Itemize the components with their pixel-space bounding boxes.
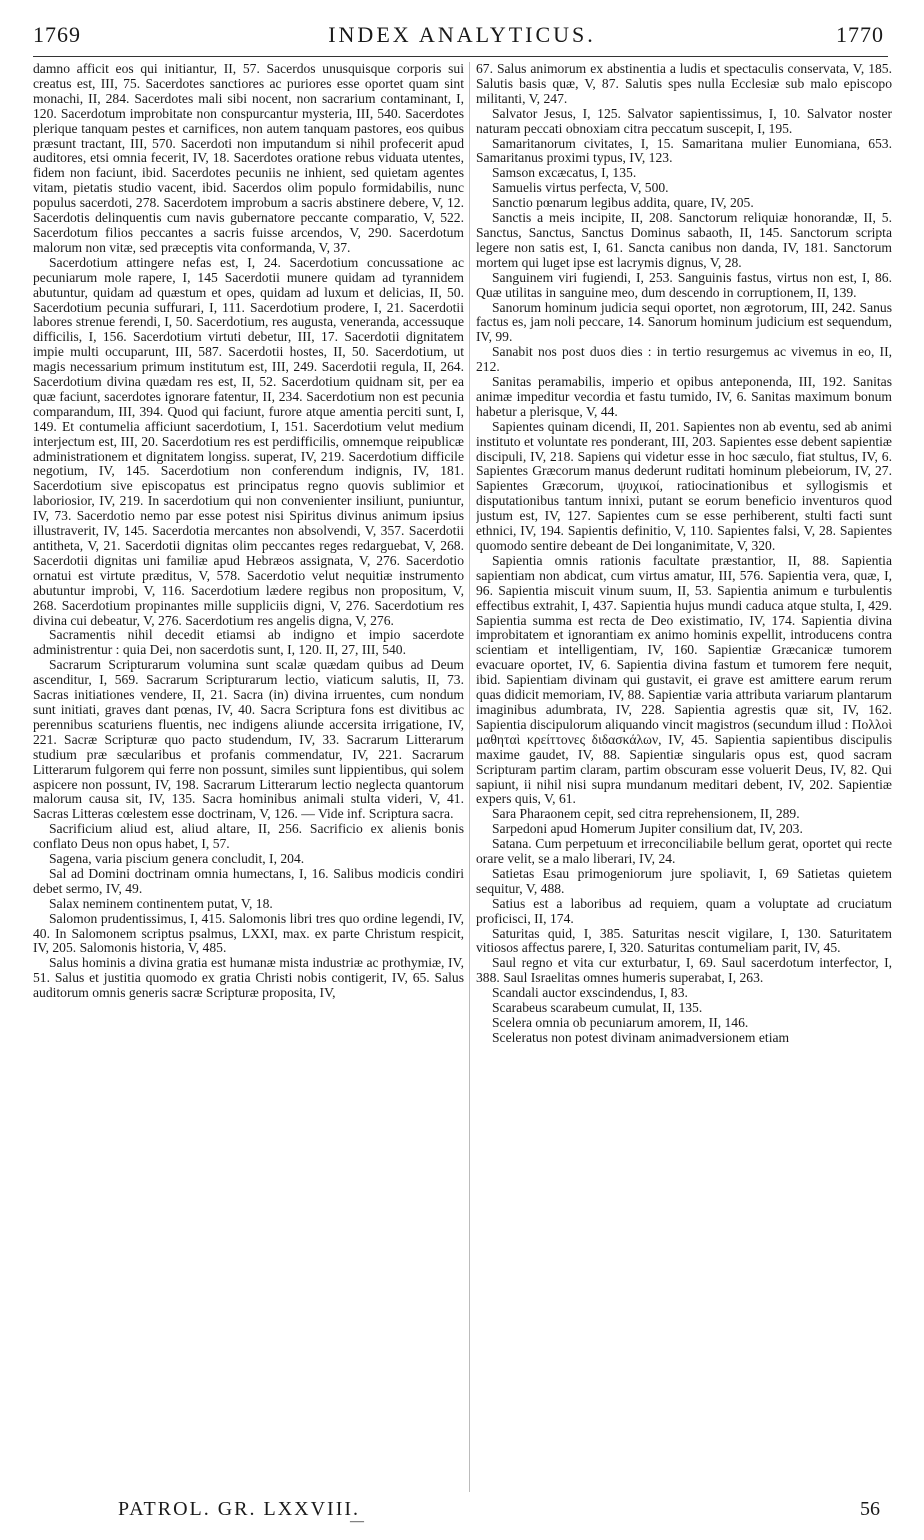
index-entry: Salax neminem continentem putat, V, 18. (49, 895, 273, 911)
page-number-right: 1770 (836, 22, 884, 47)
sheet-number: 56 (860, 1498, 880, 1520)
index-entry: Sanctis a meis incipite, II, 208. Sanctorum reliquiæ honorandæ, II, 5. Sanctus, Sanctus, Sanctus Dominus sabaoth, II, 145. Sanctorum scripta legere non satis est, I, 61. Sancta canibus non danda, IV, 181. Sanctorum mortem qui luget ipse est lacrymis dignus, V, 28. (476, 210, 892, 270)
index-entry: Sal ad Domini doctrinam omnia humectans, I, 16. Salibus modicis condiri debet sermo, IV, 49. (33, 865, 464, 896)
index-entry: Satius est a laboribus ad requiem, quam a voluptate ad cruciatum proficisci, II, 174. (476, 895, 892, 926)
index-entry: Sacrificium aliud est, aliud altare, II, 256. Sacrificio ex alienis bonis conflato Deus non opus habet, I, 57. (33, 821, 464, 852)
index-entry: Saul regno et vita cur exturbatur, I, 69. Saul sacerdotum interfector, I, 388. Saul Israelitas omnes humeris superabat, I, 263. (476, 955, 892, 986)
right-column (476, 62, 892, 1492)
index-entry: Salus hominis a divina gratia est humanæ mista industriæ ac prothymiæ, IV, 51. Salus et justitia quomodo ex gratia Christi nobis contigerit, IV, 65. Salus auditorum omnis generis sacræ Scripturæ proposita, IV, (33, 955, 464, 1001)
index-entry: damno afficit eos qui initiantur, II, 57. Sacerdos unusquisque corporis sui creatus est, III, 75. Sacerdotes sanctiores ac puriores esse oportet quam sint monachi, II, 284. Sacerdotes mali sibi nocent, non sacrarium contaminant, I, 120. Sacerdotum improbitate non conspurcantur mysteria, III, 540. Sacerdotes plerique tanquam pestes et carnifices, non autem tanquam pastores, eos quibus præsunt tractant, III, 570. Sacerdoti non imputandum si nihil profecerit apud auditores, etsi omnia fecerit, IV, 18. Sacerdotes oratione rebus viduata utentes, fidem non faciunt, ibid. Sacerdotes pecuniis ne inhient, sed quietam agentes vitam, pietatis studio vacent, ibid. Sacerdos olim populo formidabilis, nunc populus sacerdoti, 278. Sacerdotem improbum a sacris abstinere debere, V, 12. Sacerdotis delinquentis cum navis gubernatore peccante comparatio, V, 522. Sacerdotum filios peccantes a sacris fuisse arcendos, V, 290. Sacerdotum malorum non vitæ, sed præceptis vita conformanda, V, 37. (33, 62, 464, 255)
index-entry: Sanitas peramabilis, imperio et opibus anteponenda, III, 192. Sanitas animæ impeditur vecordia et fastu tumido, IV, 6. Sanitas maximum bonum habetur a plerisque, V, 44. (476, 374, 892, 419)
index-entry: Sacramentis nihil decedit etiamsi ab indigno et impio sacerdote administrentur : quia Dei, non sacerdotis sunt, I, 120. II, 27, III, 540. (33, 627, 464, 658)
page-number-left: 1769 (33, 22, 81, 47)
index-entry: 67. Salus animorum ex abstinentia a ludis et spectaculis conservata, V, 185. Salutis basis quæ, V, 87. Salutis spes nulla Ecclesiæ sub malo episcopo militanti, V, 247. (476, 62, 892, 106)
index-entry: Sapientia omnis rationis facultate præstantior, II, 88. Sapientia sapientiam non abdicat, cum virtus amatur, III, 576. Sapientia vera, quæ, I, 96. Sapientia miscuit vinum suum, II, 53. Sapientia animum e turbulentis effectibus extrahit, I, 437. Sapientia hujus mundi caduca atque stulta, I, 429. Sapientia summa est recta de Deo existimatio, IV, 174. Sapientia divina improbitatem et ignorantiam ex animo hominis expellit, introducens contra scientiam et intelligentiam, IV, 160. Sapientiæ Græcanicæ tumorem evacuare oportet, IV, 6. Sapientia divina fastum et tumorem fere nequit, ibid. Sapientiam divinam qui gustavit, ei grave est amittere earum rerum quas didicit memoriam, IV, 88. Sapientiæ varia attributa variarum plantarum imaginibus adumbrata, IV, 228. Sapientia agrestis quæ sit, IV, 162. Sapientia discipulorum aliquando vincit magistros (secundum illud : Πολλοὶ μαθηταὶ κρείττονες διδασκάλων, IV, 45. Sapientia sapientibus discipulis maxime gaudet, IV, 88. Sapientiæ singularis opus est, quod sacram Scripturam partim claram, partim obscuram esse voluerit Deus, IV, 82. Qui sapiunt, ii nihil nisi supra mundanum meditari debent, IV, 202. Sapientiæ expers quis, V, 61. (476, 552, 892, 807)
index-entry: Samuelis virtus perfecta, V, 500. (492, 180, 669, 196)
index-entry: Sceleratus non potest divinam animadversionem etiam (492, 1029, 790, 1045)
index-entry: Salomon prudentissimus, I, 415. Salomonis libri tres quo ordine legendi, IV, 40. In Salomonem scriptus psalmus, LXXI, max. ex parte Christum respicit, IV, 205. Salomonis historia, V, 485. (33, 910, 464, 956)
header-rule (33, 56, 888, 57)
index-entry: Samson excæcatus, I, 135. (492, 165, 637, 181)
index-entry: Scelera omnia ob pecuniarum amorem, II, 146. (492, 1015, 749, 1030)
index-entry: Sanabit nos post duos dies : in tertio resurgemus ac vivemus in eo, II, 212. (476, 344, 892, 375)
index-entry: Sarpedoni apud Homerum Jupiter consilium dat, IV, 203. (492, 821, 803, 837)
index-entry: Sacrarum Scripturarum volumina sunt scalæ quædam quibus ad Deum ascenditur, I, 569. Sacrarum Scripturarum lectio, viaticum salutis, II, 73. Sacras initiationes vendere, II, 21. Sacra (in) divina irruentes, cum nondum sunt initiati, graves dant pœnas, IV, 40. Sacra Scriptura fons est divitibus ac perennibus scaturiens fluentis, nec indigens aliunde accersita irrigatione, IV, 221. Sacræ Scripturæ quo pacto studendum, IV, 33. Sacrarum Litterarum studium præ sæcularibus et profanis commendatur, IV, 221. Sacrarum Litterarum fulgorem qui ferre non possunt, similes sunt lippientibus, qui solem aspicere non possunt, IV, 198. Sacrarum Litterarum lectio neglecta quantorum malorum causa sit, IV, 135. Sacra hominibus animali stulta videri, V, 41. Sacras Litteras cœlestem esse doctrinam, V, 126. — Vide inf. Scriptura sacra. (33, 657, 464, 822)
index-entry: Sanorum hominum judicia sequi oportet, non ægrotorum, III, 242. Sanus factus es, jam noli peccare, 14. Sanorum hominum judicium est sequendum, IV, 99. (476, 299, 892, 345)
index-entry: Sara Pharaonem cepit, sed citra reprehensionem, II, 289. (492, 806, 800, 822)
footer-mark: — (350, 1514, 366, 1529)
index-entry: Salvator Jesus, I, 125. Salvator sapientissimus, I, 10. Salvator noster naturam peccati obnoxiam citra peccatum suscepit, I, 195. (476, 105, 892, 136)
index-entry: Sapientes quinam dicendi, II, 201. Sapientes non ab eventu, sed ab animi instituto et voluntate res ponderant, III, 203. Sapientes esse debent sapientiæ discipuli, IV, 218. Sapiens qui videtur esse in hoc sæculo, fiat stultus, IV, 6. Sapientes Græcorum manus dederunt ruditati hominum plebeiorum, IV, 27. Sapientes Græcorum, ψυχικοί, ratiocinationibus et syllogismis et disputationibus tantum innixi, putant se eorum beneficio inventuros quod justum est, IV, 127. Sapientes cum se esse perhiberent, stulti facti sunt ethnici, IV, 194. Sapientis definitio, V, 110. Sapientes falsi, V, 28. Sapientes quomodo sentire debeant de Dei longanimitate, V, 320. (476, 418, 892, 553)
index-entry: Scarabeus scarabeum cumulat, II, 135. (492, 1000, 703, 1016)
series-signature: PATROL. GR. LXXVIII. (118, 1498, 361, 1520)
index-entry: Saturitas quid, I, 385. Saturitas nescit vigilare, I, 130. Saturitatem vitiosos affectus parere, I, 320. Saturitas contumeliam parit, IV, 45. (476, 925, 892, 956)
index-entry: Sagena, varia piscium genera concludit, I, 204. (49, 851, 305, 867)
column-divider (469, 62, 470, 1492)
index-entry: Scandali auctor exscindendus, I, 83. (492, 985, 688, 1001)
index-entry: Samaritanorum civitates, I, 15. Samaritana mulier Eunomiana, 653. Samaritanus proximi typus, IV, 123. (476, 135, 892, 166)
index-entry: Satietas Esau primogeniorum jure spoliavit, I, 69 Satietas quietem sequitur, V, 488. (476, 865, 892, 896)
index-entry: Satana. Cum perpetuum et irreconciliabile bellum gerat, oportet qui recte orare velit, se a malo liberari, IV, 24. (476, 836, 892, 867)
index-entry: Sacerdotium attingere nefas est, I, 24. Sacerdotium concussatione ac pecuniarum mole rapere, I, 145 Sacerdotii munere quidam ad tyrannidem abutuntur, quidam ad quæstum et opes, quidam ad luxum et delicias, II, 50. Sacerdotium pecunia suffurari, I, 111. Sacerdotium prodere, I, 21. Sacerdotii labores strenue ferendi, I, 50. Sacerdotium, res augusta, veneranda, accessuque difficilis, I, 156. Sacerdotium virtuti debetur, III, 17. Sacerdotii dignitatem impie multi occuparunt, III, 587. Sacerdotii hostes, II, 50. Sacerdotium, ut magis necessarium primum institutum est, III, 249. Sacerdotii regula, II, 264. Sacerdotium divina quædam res est, II, 52. Sacerdotium quidnam sit, per ea quæ faciunt, sacerdotes ignorare fatentur, II, 234. Sacerdotium non est pecunia comparandum, III, 394. Quod qui faciunt, furore atque amentia perciti sunt, I, 149. Et contumelia afficiunt sacerdotium, I, 151. Sacerdotium velut medium interjectum est, III, 20. Sacerdotium res est perdifficilis, omnemque reipublicæ administrationem et dignitatem longiss. superat, IV, 219. Sacerdotium difficile negotium, IV, 145. Sacerdotium non conferendum indignis, IV, 181. Sacerdotium sive episcopatus est principatus regno quovis sublimior et laboriosior, IV, 219. In sacerdotium qui non convenienter insiliunt, puniuntur, IV, 73. Sacerdotio nemo par esse potest nisi Spiritus divinus animum ipsius illustraverit, IV, 145. Sacerdotia mercantes non absolvendi, V, 357. Sacerdotii antitheta, V, 21. Sacerdotii dignitas olim peccantes reges redarguebat, V, 268. Sacerdotii dignitas uni familiæ apud Hebræos assignata, V, 276. Sacerdotio ornatui est virtute præditus, V, 578. Sacerdotio velut nequitiæ instrumento abutuntur improbi, V, 116. Sacerdotium lædere regibus non propositum, V, 268. Sacerdotium propinantes mille suppliciis digni, V, 276. Sacerdotium res divina cui debeatur, V, 276. Sacerdotium res angelis digna, V, 276. (33, 254, 464, 628)
running-title: INDEX ANALYTICUS. (328, 22, 596, 47)
index-entry: Sanguinem viri fugiendi, I, 253. Sanguinis fastus, virtus non est, I, 86. Quæ utilitas in sanguine meo, dum descendo in corruptionem, II, 139. (476, 269, 892, 300)
left-column (33, 62, 464, 1492)
index-entry: Sanctio pœnarum legibus addita, quare, IV, 205. (492, 195, 754, 211)
